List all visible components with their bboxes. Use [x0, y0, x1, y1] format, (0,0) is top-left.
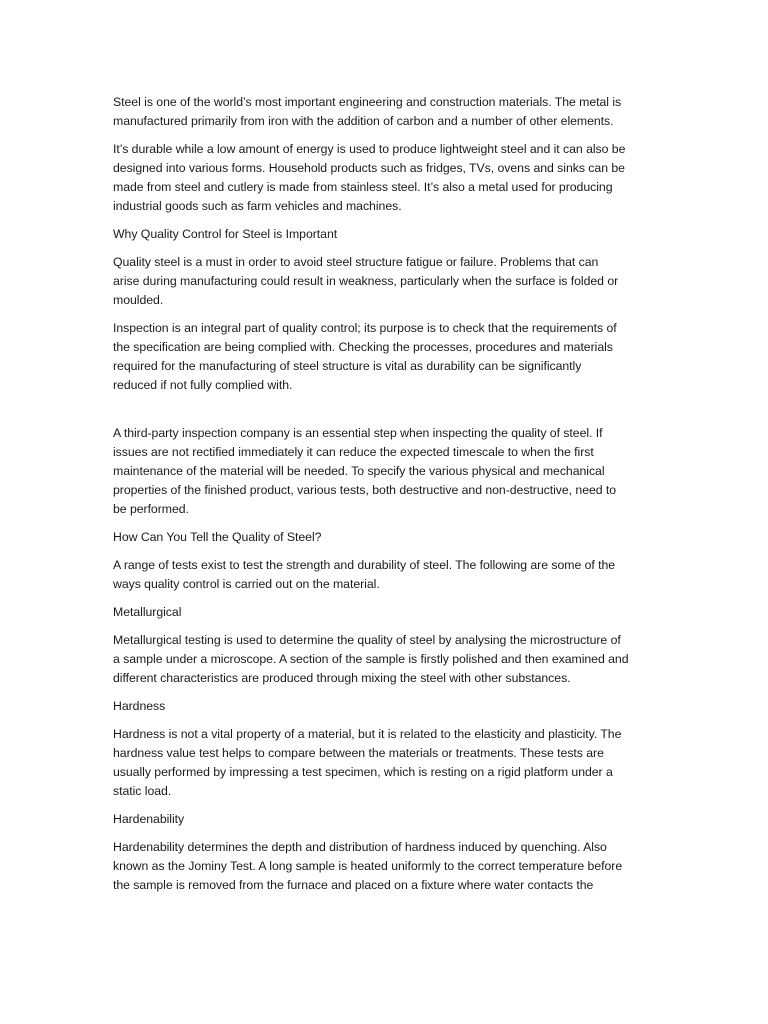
paragraph-quality-steel: Quality steel is a must in order to avoid steel structure fatigue or failure. Problems that can arise during manufacturing could result in weakness, particularly when the surface is folded or moulded. — [113, 255, 619, 307]
paragraph-hardness: Hardness is not a vital property of a material, but it is related to the elasticity and plasticity. The hardness value test helps to compare between the materials or treatments. These tests are usually performed by impressing a test specimen, which is resting on a rigid platform under a static load. — [113, 727, 622, 798]
heading-hardenability: Hardenability — [113, 812, 185, 826]
heading-how-tell-quality: How Can You Tell the Quality of Steel? — [113, 530, 322, 544]
document-body — [113, 93, 661, 904]
paragraph-range-of-tests: A range of tests exist to test the strength and durability of steel. The following are some of the ways quality control is carried out on the material. — [113, 558, 616, 591]
paragraph-third-party: A third-party inspection company is an essential step when inspecting the quality of steel. If issues are not rectified immediately it can reduce the expected timescale to when the first maintenance of the material will be needed. To specify the various physical and mechanical properties of the finished product, various tests, both destructive and non-destructive, need to be performed. — [113, 426, 617, 516]
paragraph-intro: Steel is one of the world’s most important engineering and construction materials. The metal is manufactured primarily from iron with the addition of carbon and a number of other elements. — [113, 95, 622, 128]
paragraph-metallurgical: Metallurgical testing is used to determine the quality of steel by analysing the microstructure of a sample under a microscope. A section of the sample is firstly polished and then examined and different characteristics are produced through mixing the steel with other substances. — [113, 633, 629, 685]
paragraph-durability: It’s durable while a low amount of energy is used to produce lightweight steel and it can also be designed into various forms. Household products such as fridges, TVs, ovens and sinks can be made from steel and cutlery is made from stainless steel. It’s also a metal used for producing industrial goods such as farm vehicles and machines. — [113, 142, 626, 213]
paragraph-inspection: Inspection is an integral part of quality control; its purpose is to check that the requirements of the specification are being complied with. Checking the processes, procedures and materials required for the manufacturing of steel structure is vital as durability can be significantly reduced if not fully complied with. — [113, 321, 617, 392]
heading-hardness: Hardness — [113, 699, 166, 713]
heading-why-quality-control: Why Quality Control for Steel is Important — [113, 227, 338, 241]
heading-metallurgical: Metallurgical — [113, 605, 182, 619]
paragraph-hardenability: Hardenability determines the depth and distribution of hardness induced by quenching. Also known as the Jominy Test. A long sample is heated uniformly to the correct temperature before the sample is removed from the furnace and placed on a fixture where water contacts the — [113, 840, 623, 892]
